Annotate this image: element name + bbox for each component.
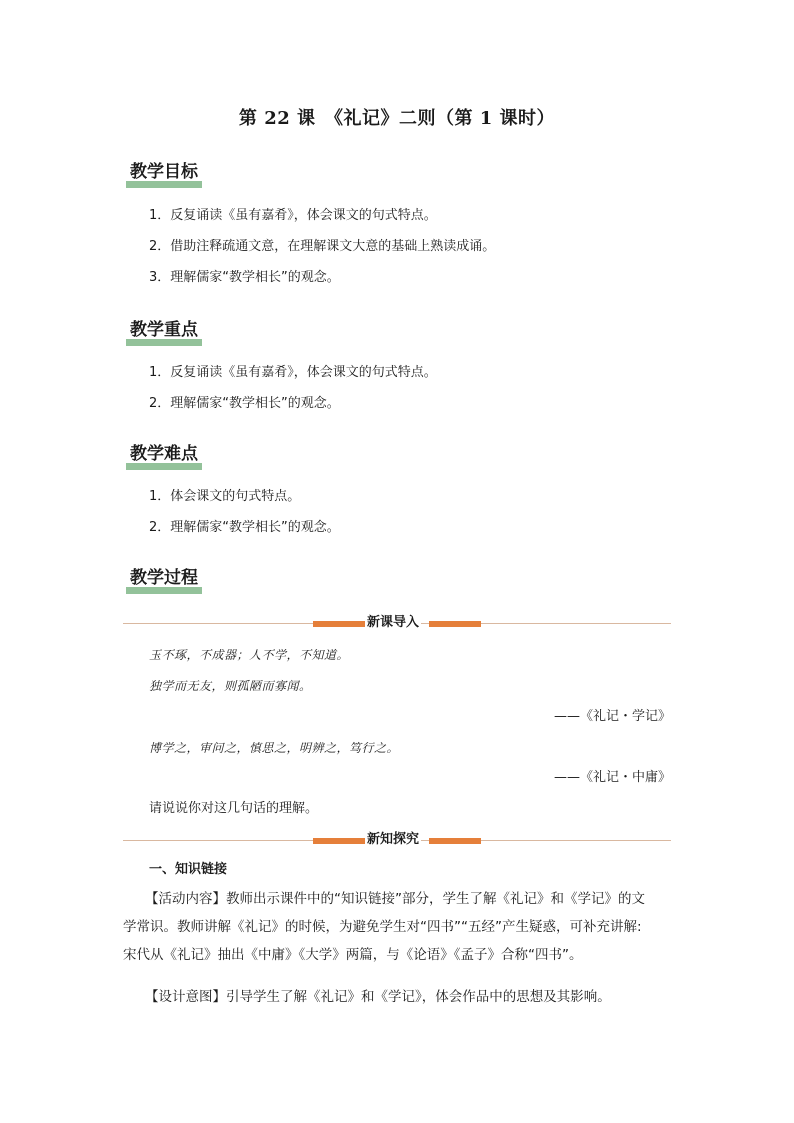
knowledge-link-heading: 一、知识链接 [149,862,228,877]
quote-line: 独学而无友，则孤陋而寡闻。 [149,679,312,693]
design-text: 引导学生了解《礼记》和《学记》，体会作品中的思想及其影响。 [226,989,611,1005]
divider-accent-left [313,838,365,844]
quote-source: ——《礼记・学记》 [553,709,671,724]
quote-source: ——《礼记・中庸》 [553,770,671,785]
key-point-item: 1．反复诵读《虽有嘉肴》，体会课文的句式特点。 [149,365,437,380]
key-points-heading: 教学重点 [126,318,202,346]
design-tag: 【设计意图】 [145,989,226,1005]
divider-accent-right [429,838,481,844]
heading-highlight-bar [126,181,202,188]
process-heading: 教学过程 [126,566,202,594]
divider-accent-right [429,621,481,627]
objective-item: 2．借助注释疏通文意，在理解课文大意的基础上熟读成诵。 [149,239,496,254]
heading-highlight-bar [126,587,202,594]
difficulty-item: 2．理解儒家“教学相长”的观念。 [149,520,340,535]
quote-line: 玉不琢，不成器；人不学，不知道。 [149,648,350,662]
activity-text-line: 宋代从《礼记》抽出《中庸》《大学》两篇，与《论语》《孟子》合称“四书”。 [123,947,583,963]
quote-line: 博学之，审问之，慎思之，明辨之，笃行之。 [149,741,400,755]
objective-item: 3．理解儒家“教学相长”的观念。 [149,270,340,285]
intro-label: 新课导入 [367,615,420,630]
divider-accent-left [313,621,365,627]
heading-highlight-bar [126,463,202,470]
heading-highlight-bar [126,339,202,346]
page-title: 第 22 课 《礼记》二则（第 1 课时） [238,108,556,129]
explore-label: 新知探究 [367,832,420,847]
activity-text-line: 教师出示课件中的“知识链接”部分，学生了解《礼记》和《学记》的文 [226,891,645,907]
difficulty-item: 1．体会课文的句式特点。 [149,489,301,504]
difficulties-heading: 教学难点 [126,442,202,470]
objectives-heading: 教学目标 [126,160,202,188]
objective-item: 1．反复诵读《虽有嘉肴》，体会课文的句式特点。 [149,208,437,223]
key-point-item: 2．理解儒家“教学相长”的观念。 [149,396,340,411]
design-paragraph [123,983,673,1011]
intro-divider [123,615,671,630]
activity-text-line: 学常识。教师讲解《礼记》的时候，为避免学生对“四书”“五经”产生疑惑，可补充讲解: [123,919,642,935]
activity-paragraph [123,885,673,969]
explore-divider [123,832,671,847]
activity-tag: 【活动内容】 [145,891,226,907]
intro-prompt: 请说说你对这几句话的理解。 [149,801,319,816]
